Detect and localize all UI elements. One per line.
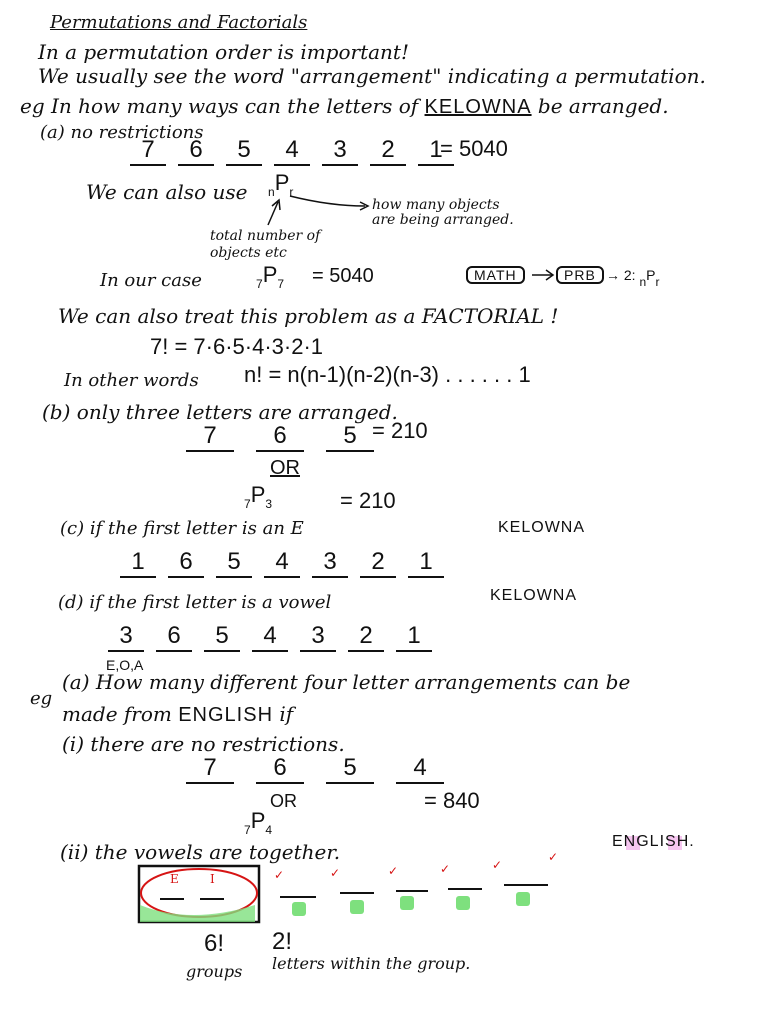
slot: 3 <box>322 138 358 166</box>
math-button-label: MATH <box>466 266 525 284</box>
slot: 6 <box>156 624 192 652</box>
slot: 6 <box>256 756 304 784</box>
npr-post: 4 <box>265 823 273 837</box>
menu-option <box>606 267 660 289</box>
keyword-kelowna: KELOWNA <box>424 96 532 118</box>
part-c-label: (c) <box>60 518 85 539</box>
part-b-slots <box>186 424 396 452</box>
npr-n: n <box>639 275 647 289</box>
our-case-result: = 5040 <box>312 265 374 287</box>
example-1-question <box>20 96 669 117</box>
slot: 3 <box>312 550 348 578</box>
slot: 7 <box>130 138 166 166</box>
red-tick: ✓ <box>548 850 559 864</box>
slot: 3 <box>300 624 336 652</box>
red-tick: ✓ <box>388 864 399 878</box>
page-title: Permutations and Factorials <box>50 12 308 33</box>
red-tick: ✓ <box>440 862 451 876</box>
npr-r: r <box>655 275 660 289</box>
math-key <box>466 266 525 284</box>
npr-pre: 7 <box>244 823 251 837</box>
slot: 5 <box>326 424 374 452</box>
two-factorial: 2! <box>272 928 293 955</box>
slot: 5 <box>204 624 240 652</box>
part-i-heading <box>62 734 345 754</box>
intro-line-1: In a permutation order is important! <box>38 40 409 64</box>
npr-p: P <box>250 482 266 507</box>
remaining-slot <box>504 884 548 886</box>
six-factorial: 6! <box>204 930 225 957</box>
slot: 4 <box>396 756 444 784</box>
part-a-text: no restrictions <box>70 122 204 143</box>
part-b-label: (b) <box>42 400 71 424</box>
part-ii-heading <box>60 842 340 862</box>
npr-pre: 7 <box>244 497 251 511</box>
note-total-objects: total number of objects etc <box>210 228 321 261</box>
slot: 5 <box>216 550 252 578</box>
part-d-heading <box>58 594 331 612</box>
red-tick: ✓ <box>274 868 285 882</box>
slot: 5 <box>326 756 374 784</box>
eg2-line-1 <box>62 672 630 692</box>
npr-notation <box>268 170 294 199</box>
part-ii-label: (ii) <box>60 840 89 864</box>
eg2-prefix: eg <box>30 688 53 709</box>
slot: 1 <box>408 550 444 578</box>
slot: 5 <box>226 138 262 166</box>
or-label-1: OR <box>270 457 300 479</box>
remaining-slot <box>396 890 428 892</box>
eg-prefix: eg <box>20 94 45 118</box>
group-slot <box>160 898 184 900</box>
n-factorial-expression: n! = n(n-1)(n-2)(n-3) . . . . . . 1 <box>244 362 531 387</box>
red-tick: ✓ <box>492 858 503 872</box>
npr-post: 3 <box>265 497 273 511</box>
slot: 3 <box>108 624 144 652</box>
part-d-label: (d) <box>58 592 84 613</box>
green-marker <box>456 896 470 910</box>
prb-key <box>556 266 604 284</box>
prb-button-label: PRB <box>556 266 604 284</box>
part-a-result: = 5040 <box>440 136 508 161</box>
our-case-notation <box>256 262 285 291</box>
slot: 4 <box>252 624 288 652</box>
remaining-slot <box>280 896 316 898</box>
part-d-text: if the first letter is a vowel <box>89 592 332 613</box>
question-text: In how many ways can the letters of <box>51 94 419 118</box>
part-i-text: there are no restrictions. <box>90 732 345 756</box>
npr-pre: 7 <box>256 277 263 291</box>
slot: 7 <box>186 756 234 784</box>
npr-p: P <box>262 262 278 287</box>
also-use-text: We can also use <box>86 180 248 204</box>
green-marker <box>292 902 306 916</box>
slot: 6 <box>256 424 304 452</box>
slot: 2 <box>370 138 406 166</box>
vowel-list: E,O,A <box>106 657 144 673</box>
eg2-made-from: made from <box>62 702 172 726</box>
part-d-slots <box>108 624 444 652</box>
slot: 1 <box>120 550 156 578</box>
part-b-heading <box>42 402 398 422</box>
slot: 1 <box>396 624 432 652</box>
menu-option-text: → 2: <box>606 267 640 283</box>
eg2-question: How many different four letter arrangements can be <box>95 670 631 694</box>
green-marker <box>516 892 530 906</box>
our-case-text: In our case <box>100 270 202 291</box>
green-marker <box>400 896 414 910</box>
npr-p: P <box>250 808 266 833</box>
part-i-label: (i) <box>62 732 85 756</box>
slot: 1 <box>418 138 454 166</box>
green-marker <box>350 900 364 914</box>
eg2-line-2 <box>62 704 293 725</box>
npr-p: P <box>274 170 290 195</box>
part-c-text: if the first letter is an E <box>89 518 304 539</box>
keyword-english: ENGLISH <box>178 704 274 726</box>
part-a-slots <box>130 138 466 166</box>
part-i-slots <box>186 756 466 784</box>
part-b-result: = 210 <box>372 418 428 443</box>
part-c-heading <box>60 520 304 538</box>
vowel-e-mark: E <box>170 872 179 886</box>
other-words-text: In other words <box>64 370 199 391</box>
groups-label: groups <box>186 962 243 981</box>
part-ii-word: ENGLISH. <box>612 833 695 850</box>
eg2-label: (a) <box>62 670 90 694</box>
part-i-notation <box>244 808 273 837</box>
remaining-slot <box>340 892 374 894</box>
part-b-notation <box>244 482 273 511</box>
npr-r: r <box>289 185 294 199</box>
npr-n: n <box>268 185 275 199</box>
slot: 4 <box>274 138 310 166</box>
eg2-if: if <box>279 702 294 726</box>
factorial-intro: We can also treat this problem as a FACTORIAL ! <box>58 304 559 328</box>
npr-p: P <box>646 267 656 283</box>
part-d-word: KELOWNA <box>490 587 578 604</box>
part-a-label: (a) <box>40 122 65 143</box>
red-tick: ✓ <box>330 866 341 880</box>
note-objects-arranged: how many objects are being arranged. <box>372 197 514 229</box>
factorial-expression: 7! = 7·6·5·4·3·2·1 <box>150 334 324 359</box>
part-ii-text: the vowels are together. <box>94 840 341 864</box>
intro-line-2: We usually see the word "arrangement" indicating a permutation. <box>38 64 706 88</box>
slot: 4 <box>264 550 300 578</box>
slot: 6 <box>178 138 214 166</box>
slot: 6 <box>168 550 204 578</box>
question-suffix: be arranged. <box>537 94 669 118</box>
part-b-notation-result: = 210 <box>340 488 396 513</box>
vowel-i-mark: I <box>210 872 215 886</box>
part-b-text: only three letters are arranged. <box>76 400 398 424</box>
slot: 2 <box>348 624 384 652</box>
part-c-word: KELOWNA <box>498 519 586 536</box>
letters-within-group-label: letters within the group. <box>272 954 471 973</box>
part-i-result: = 840 <box>424 788 480 813</box>
slot: 2 <box>360 550 396 578</box>
or-label-2: OR <box>270 791 297 811</box>
remaining-slot <box>448 888 482 890</box>
npr-post: 7 <box>277 277 285 291</box>
slot: 7 <box>186 424 234 452</box>
group-slot <box>200 898 224 900</box>
part-c-slots <box>120 550 456 578</box>
